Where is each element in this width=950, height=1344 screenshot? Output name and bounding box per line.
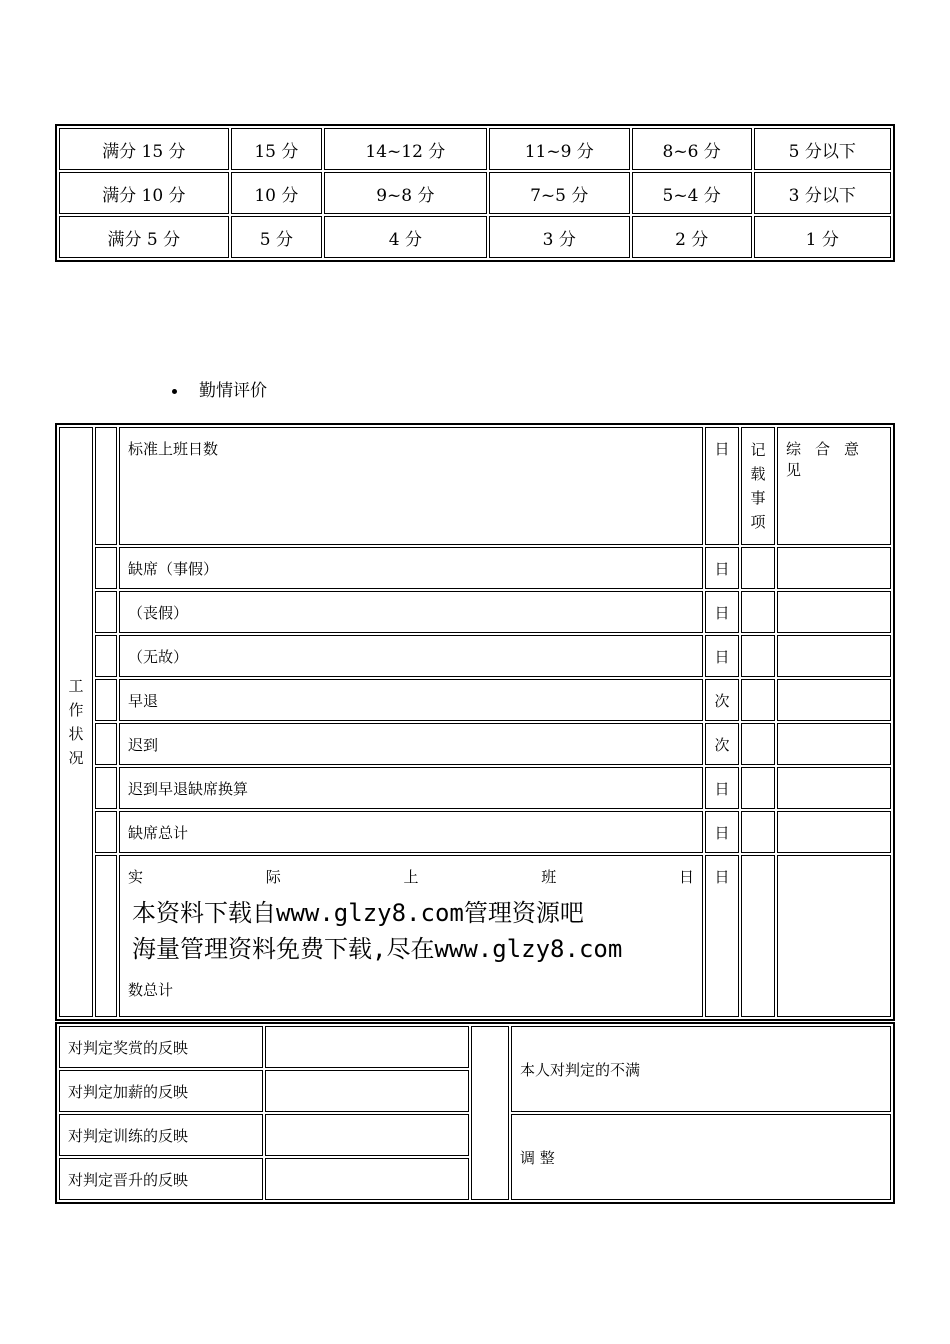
index-cell — [95, 635, 117, 677]
record-cell — [741, 547, 775, 589]
reaction-value — [265, 1114, 469, 1156]
table-cell: 2 分 — [632, 216, 752, 258]
record-cell — [741, 635, 775, 677]
table-cell: 3 分 — [489, 216, 630, 258]
spacer-cell — [471, 1026, 509, 1200]
table-row — [59, 1026, 891, 1068]
record-header: 记载事项 — [750, 441, 766, 531]
table-cell: 11~9 分 — [489, 128, 630, 170]
row-label: 缺席（事假） — [119, 547, 703, 589]
unit-cell: 日 — [705, 767, 739, 809]
record-cell — [741, 679, 775, 721]
row-label: 迟到 — [119, 723, 703, 765]
watermark-line: 本资料下载自www.glzy8.com管理资源吧 — [132, 899, 584, 927]
opinion-cell — [777, 767, 891, 809]
opinion-cell — [777, 635, 891, 677]
table-row — [59, 767, 891, 809]
reaction-label: 对判定训练的反映 — [59, 1114, 263, 1156]
label-char: 际 — [265, 868, 281, 886]
table-cell: 4 分 — [324, 216, 487, 258]
opinion-cell — [777, 679, 891, 721]
row-label: 迟到早退缺席换算 — [119, 767, 703, 809]
unit-cell: 次 — [705, 723, 739, 765]
row-label: 缺席总计 — [119, 811, 703, 853]
index-cell — [95, 427, 117, 545]
opinion-header: 综合意见 — [777, 427, 891, 545]
adjustment-label: 调 整 — [511, 1114, 891, 1200]
table-cell: 满分 15 分 — [59, 128, 229, 170]
record-cell — [741, 767, 775, 809]
index-cell — [95, 767, 117, 809]
reaction-value — [265, 1070, 469, 1112]
table-cell: 15 分 — [231, 128, 322, 170]
row-label: （无故） — [119, 635, 703, 677]
reaction-label: 对判定奖赏的反映 — [59, 1026, 263, 1068]
spread-label — [128, 866, 702, 887]
label-char: 上 — [403, 868, 419, 886]
score-table — [55, 124, 895, 262]
table-cell: 7~5 分 — [489, 172, 630, 214]
unit-cell: 日 — [705, 811, 739, 853]
row-label-actual-days — [119, 855, 703, 1017]
unit-cell: 日 — [705, 427, 739, 545]
index-cell — [95, 547, 117, 589]
index-cell — [95, 679, 117, 721]
unit-cell: 次 — [705, 679, 739, 721]
reaction-label: 对判定晋升的反映 — [59, 1158, 263, 1200]
unit-cell: 日 — [705, 547, 739, 589]
table-cell: 满分 10 分 — [59, 172, 229, 214]
table-cell: 5 分以下 — [754, 128, 891, 170]
table-row — [59, 427, 891, 545]
index-cell — [95, 723, 117, 765]
unit-cell: 日 — [705, 635, 739, 677]
table-row — [59, 591, 891, 633]
table-row — [59, 128, 891, 170]
bullet-icon — [172, 389, 177, 394]
reaction-value — [265, 1158, 469, 1200]
label-char: 日 — [678, 868, 694, 886]
record-header-cell — [741, 427, 775, 545]
table-row — [59, 855, 891, 1017]
section-heading-text: 勤情评价 — [199, 381, 267, 401]
table-cell: 14~12 分 — [324, 128, 487, 170]
table-cell: 3 分以下 — [754, 172, 891, 214]
table-cell: 1 分 — [754, 216, 891, 258]
table-row — [59, 811, 891, 853]
table-cell: 9~8 分 — [324, 172, 487, 214]
side-label-cell — [59, 427, 93, 1017]
table-row — [59, 547, 891, 589]
dissatisfaction-label: 本人对判定的不满 — [511, 1026, 891, 1112]
watermark-line: 海量管理资料免费下载,尽在www.glzy8.com — [132, 935, 623, 963]
record-cell — [741, 723, 775, 765]
table-row — [59, 635, 891, 677]
opinion-cell — [777, 855, 891, 1017]
table-cell: 5 分 — [231, 216, 322, 258]
unit-cell: 日 — [705, 591, 739, 633]
opinion-cell — [777, 811, 891, 853]
index-cell — [95, 855, 117, 1017]
unit-cell: 日 — [705, 855, 739, 1017]
label-char: 实 — [128, 868, 144, 886]
opinion-cell — [777, 723, 891, 765]
watermark — [132, 895, 702, 967]
index-cell — [95, 591, 117, 633]
opinion-cell — [777, 547, 891, 589]
side-label: 工作状况 — [68, 677, 84, 767]
row-label: 早退 — [119, 679, 703, 721]
section-heading — [172, 376, 267, 401]
label-char: 班 — [541, 868, 557, 886]
row-label-line2: 数总计 — [128, 981, 174, 999]
row-label: 标准上班日数 — [119, 427, 703, 545]
table-row — [59, 679, 891, 721]
record-cell — [741, 855, 775, 1017]
table-cell: 8~6 分 — [632, 128, 752, 170]
reaction-value — [265, 1026, 469, 1068]
record-cell — [741, 591, 775, 633]
table-row — [59, 172, 891, 214]
table-row — [59, 723, 891, 765]
index-cell — [95, 811, 117, 853]
reaction-label: 对判定加薪的反映 — [59, 1070, 263, 1112]
attendance-table — [55, 423, 895, 1021]
opinion-cell — [777, 591, 891, 633]
reaction-table — [55, 1022, 895, 1204]
record-cell — [741, 811, 775, 853]
table-cell: 10 分 — [231, 172, 322, 214]
table-cell: 5~4 分 — [632, 172, 752, 214]
table-row — [59, 216, 891, 258]
row-label: （丧假） — [119, 591, 703, 633]
table-cell: 满分 5 分 — [59, 216, 229, 258]
